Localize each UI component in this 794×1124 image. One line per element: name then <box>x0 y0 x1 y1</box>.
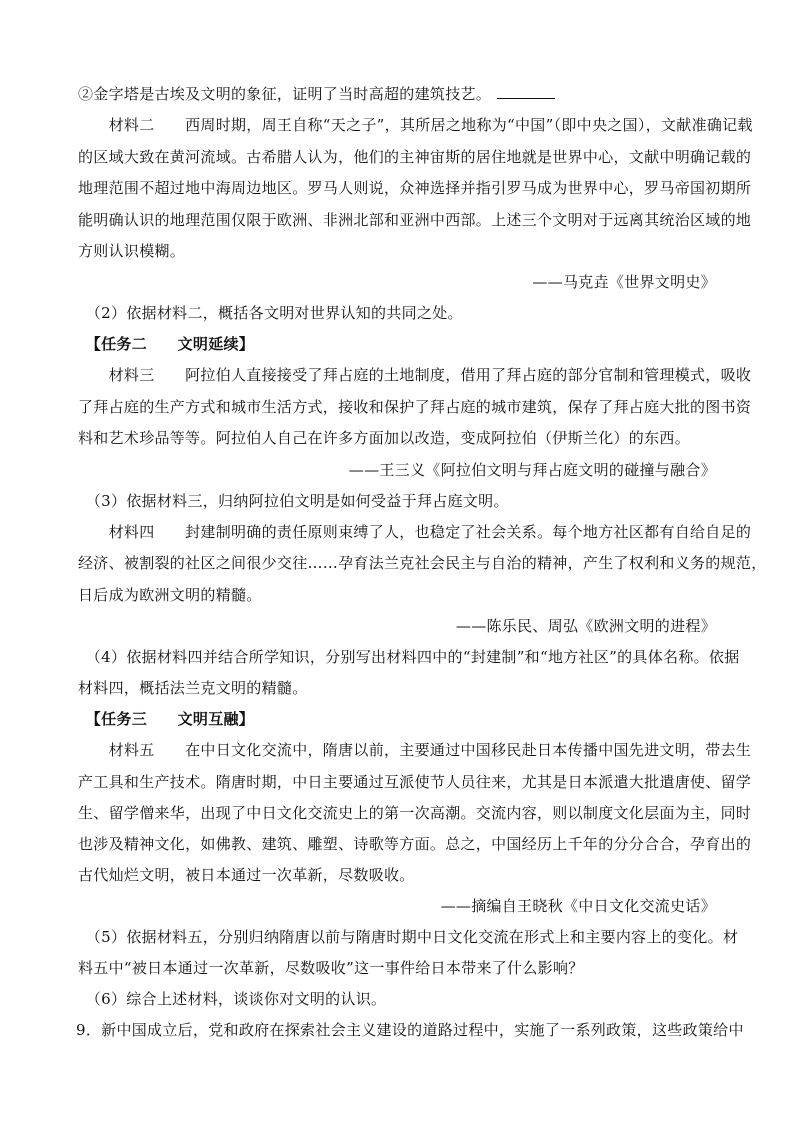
question-number-item: 9．新中国成立后，党和政府在探索社会主义建设的道路过程中，实施了一系列政策，这些政策给中 <box>76 1021 744 1039</box>
material-paragraph: 材料五 在中日文化交流中，隋唐以前，主要通过中国移民赴日本传播中国先进文明，带去生 <box>78 741 752 759</box>
line-text: ②金字塔是古埃及文明的象征，证明了当时高超的建筑技艺。 <box>78 85 492 103</box>
material-paragraph: 材料二 西周时期，周王自称“天之子”，其所居之地称为“中国”（即中央之国），文献准确记载 <box>78 116 753 134</box>
material-paragraph: 生、留学僧来华，出现了中日文化交流史上的第一次高潮。交流内容，则以制度文化层面为主，同时 <box>78 804 752 822</box>
source-citation: ——王三义《阿拉伯文明与拜占庭文明的碰撞与融合》 <box>348 461 716 479</box>
question-prompt: （6）综合上述材料，谈谈你对文明的认识。 <box>78 990 387 1008</box>
material-paragraph: 了拜占庭的生产方式和城市生活方式，接收和保护了拜占庭的城市建筑，保存了拜占庭大批的图书资 <box>78 398 752 416</box>
question-prompt: （4）依据材料四并结合所学知识，分别写出材料四中的“封建制”和“地方社区”的具体名称。依据 <box>78 648 740 666</box>
question-prompt: （5）依据材料五，分别归纳隋唐以前与隋唐时期中日文化交流在形式上和主要内容上的变化。材 <box>78 928 739 946</box>
material-paragraph: 也涉及精神文化，如佛教、建筑、雕塑、诗歌等方面。总之，中国经历上千年的分分合合，孕育出的 <box>78 835 752 853</box>
question-prompt: 材料四，概括法兰克文明的精髓。 <box>78 679 308 697</box>
material-paragraph: 经济、被割裂的社区之间很少交往……孕育法兰克社会民主与自治的精神，产生了权利和义务的规范， <box>78 554 767 572</box>
source-citation: ——马克垚《世界文明史》 <box>532 273 716 291</box>
source-citation: ——摘编自王晓秋《中日文化交流史话》 <box>440 897 716 915</box>
material-paragraph: 地理范围不超过地中海周边地区。罗马人则说，众神选择并指引罗马成为世界中心，罗马帝国初期所 <box>78 179 752 197</box>
material-paragraph: 古代灿烂文明，被日本通过一次革新，尽数吸收。 <box>78 866 415 884</box>
material-paragraph: 材料三 阿拉伯人直接接受了拜占庭的土地制度，借用了拜占庭的部分官制和管理模式，吸收 <box>78 366 752 384</box>
question-prompt: 料五中“被日本通过一次革新，尽数吸收”这一事件给日本带来了什么影响？ <box>78 959 584 977</box>
material-paragraph: 方则认识模糊。 <box>78 242 186 260</box>
material-paragraph: 材料四 封建制明确的责任原则束缚了人，也稳定了社会关系。每个地方社区都有自给自足的 <box>78 523 752 541</box>
question-prompt: （2）依据材料二，概括各文明对世界认知的共同之处。 <box>78 304 463 322</box>
material-paragraph: 日后成为欧洲文明的精髓。 <box>78 586 262 604</box>
answer-blank[interactable] <box>497 84 555 99</box>
material-paragraph: 产工具和生产技术。隋唐时期，中日主要通过互派使节人员往来，尤其是日本派遣大批遣唐使、留学 <box>78 773 752 791</box>
material-paragraph: 能明确认识的地理范围仅限于欧洲、非洲北部和亚洲中西部。上述三个文明对于远离其统治区域的地 <box>78 211 752 229</box>
task-heading: 【任务三 文明互融】 <box>78 710 255 728</box>
question-prompt: （3）依据材料三，归纳阿拉伯文明是如何受益于拜占庭文明。 <box>78 492 509 510</box>
source-citation: ——陈乐民、周弘《欧洲文明的进程》 <box>455 617 716 635</box>
question-item <box>78 84 718 104</box>
material-paragraph: 料和艺术珍品等等。阿拉伯人自己在许多方面加以改造，变成阿拉伯（伊斯兰化）的东西。 <box>78 429 691 447</box>
task-heading: 【任务二 文明延续】 <box>78 335 255 353</box>
material-paragraph: 的区域大致在黄河流域。古希腊人认为，他们的主神宙斯的居住地就是世界中心，文献中明确记载的 <box>78 148 752 166</box>
